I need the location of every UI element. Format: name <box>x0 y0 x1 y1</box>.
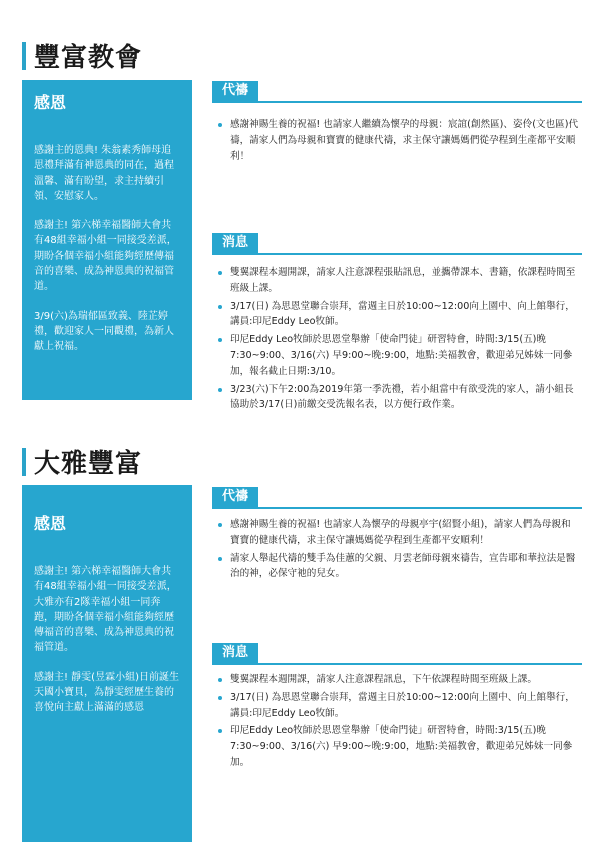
news-tag: 消息 <box>212 643 258 663</box>
list-item <box>216 551 580 583</box>
list-item <box>216 690 580 722</box>
thanks-panel <box>22 485 192 842</box>
list-item <box>216 382 580 414</box>
thanks-panel <box>22 80 192 400</box>
thanks-heading: 感恩 <box>34 93 67 112</box>
thanks-heading: 感恩 <box>34 514 67 533</box>
news-tag-rule <box>212 663 582 665</box>
prayer-tag: 代禱 <box>212 487 258 507</box>
bullet-icon <box>218 523 222 527</box>
list-item <box>216 332 580 379</box>
bullet-icon <box>218 388 222 392</box>
list-item <box>216 117 580 164</box>
thanks-paragraph: 感謝主! 第六梯幸福醫師大會共有48組幸福小組一同接受差派，大雅亦有2隊幸福小組一同奔跑，期盼各個幸福小組能夠經歷傳福音的喜樂、成為神恩典的祝福管道。 <box>34 566 177 654</box>
bullet-icon <box>218 557 222 561</box>
list-item <box>216 723 580 770</box>
list-item-text: 感謝神賜生養的祝福! 也請家人為懷孕的母親亭宇(紹賢小組)，請家人們為母親和寶寶的健康代禱，求主保守讓媽媽從孕程到生產都平安順利！ <box>230 519 571 546</box>
section-title-church1 <box>22 37 142 74</box>
section-title: 大雅豐富 <box>34 449 143 479</box>
prayer-tag-rule <box>212 507 582 509</box>
bullet-icon <box>218 729 222 733</box>
news-list <box>216 672 580 773</box>
prayer-tag: 代禱 <box>212 81 258 101</box>
bullet-icon <box>218 678 222 682</box>
page-title: 豐富教會 <box>34 43 143 73</box>
thanks-paragraph: 感謝主! 靜雯(昱霖小組)日前誕生天國小寶貝，為靜雯經歷生養的喜悅向主獻上滿滿的感恩 <box>34 671 179 714</box>
list-item <box>216 299 580 331</box>
list-item-text: 感謝神賜生養的祝福! 也請家人繼續為懷孕的母親：宸誼(創然區)、姿伶(文也區)代禱，請家人們為母親和寶寶的健康代禱，求主保守讓媽媽們從孕程到生產都平安順利！ <box>230 119 579 162</box>
list-item-text: 3/23(六)下午2:00為2019年第一季洗禮，若小組當中有欲受洗的家人，請小組長協助於3/17(日)前繳交受洗報名表，以方便行政作業。 <box>230 383 574 411</box>
prayer-list <box>216 117 580 166</box>
list-item-text: 雙翼課程本週開課，請家人注意課程訊息，下午依課程時間至班級上課。 <box>230 674 537 685</box>
list-item-text: 印尼Eddy Leo牧師於思恩堂舉辦「使命門徒」研習特會，時間:3/15(五)晚7:30~9:00、3/16(六) 早9:00~晚:9:00，地點:美福教會，歡迎弟兄姊妹一同參加。 <box>230 725 573 768</box>
thanks-paragraph: 感謝主的恩典! 朱翁素秀師母追思禮拜滿有神恩典的同在，過程溫馨、滿有盼望，求主持續引領、安慰家人。 <box>34 145 174 202</box>
list-item-text: 3/17(日) 為思恩堂聯合崇拜，當週主日於10:00~12:00向上園中、向上館舉行，講員:印尼Eddy Leo牧師。 <box>230 300 575 328</box>
thanks-paragraph: 3/9(六)為瑞郁區致義、陸芷婷禮，歡迎家人一同觀禮，為新人獻上祝福。 <box>34 310 174 353</box>
prayer-tag-rule <box>212 101 582 103</box>
news-tag: 消息 <box>212 233 258 253</box>
thanks-paragraph: 感謝主! 第六梯幸福醫師大會共有48組幸福小組一同接受差派，期盼各個幸福小組能夠經歷傳福音的喜樂、成為神恩典的祝福管道。 <box>34 220 177 293</box>
news-list <box>216 265 580 415</box>
list-item-text: 3/17(日) 為思恩堂聯合崇拜，當週主日於10:00~12:00向上園中、向上館舉行，講員:印尼Eddy Leo牧師。 <box>230 691 575 719</box>
bullet-icon <box>218 338 222 342</box>
news-tag-rule <box>212 253 582 255</box>
prayer-list <box>216 517 580 584</box>
bullet-icon <box>218 696 222 700</box>
list-item-text: 請家人舉起代禱的雙手為佳蕙的父親、月雲老師母親來禱告，宣告耶和華拉法是醫治的神，必保守祂的兒女。 <box>230 552 576 580</box>
section-title-church2 <box>22 443 142 480</box>
title-accent-bar <box>22 448 26 476</box>
list-item <box>216 672 580 688</box>
bullet-icon <box>218 271 222 275</box>
bullet-icon <box>218 305 222 309</box>
list-item-text: 印尼Eddy Leo牧師於思恩堂舉辦「使命門徒」研習特會，時間:3/15(五)晚7:30~9:00、3/16(六) 早9:00~晚:9:00，地點:美福教會，歡迎弟兄姊妹一同參加，報名截止日期:3/10。 <box>230 334 573 377</box>
list-item <box>216 265 580 297</box>
title-accent-bar <box>22 42 26 70</box>
bullet-icon <box>218 123 222 127</box>
list-item-text: 雙翼課程本週開課，請家人注意課程張貼訊息，並攜帶課本、書籍，依課程時間至班級上課。 <box>230 267 576 294</box>
list-item <box>216 517 580 549</box>
